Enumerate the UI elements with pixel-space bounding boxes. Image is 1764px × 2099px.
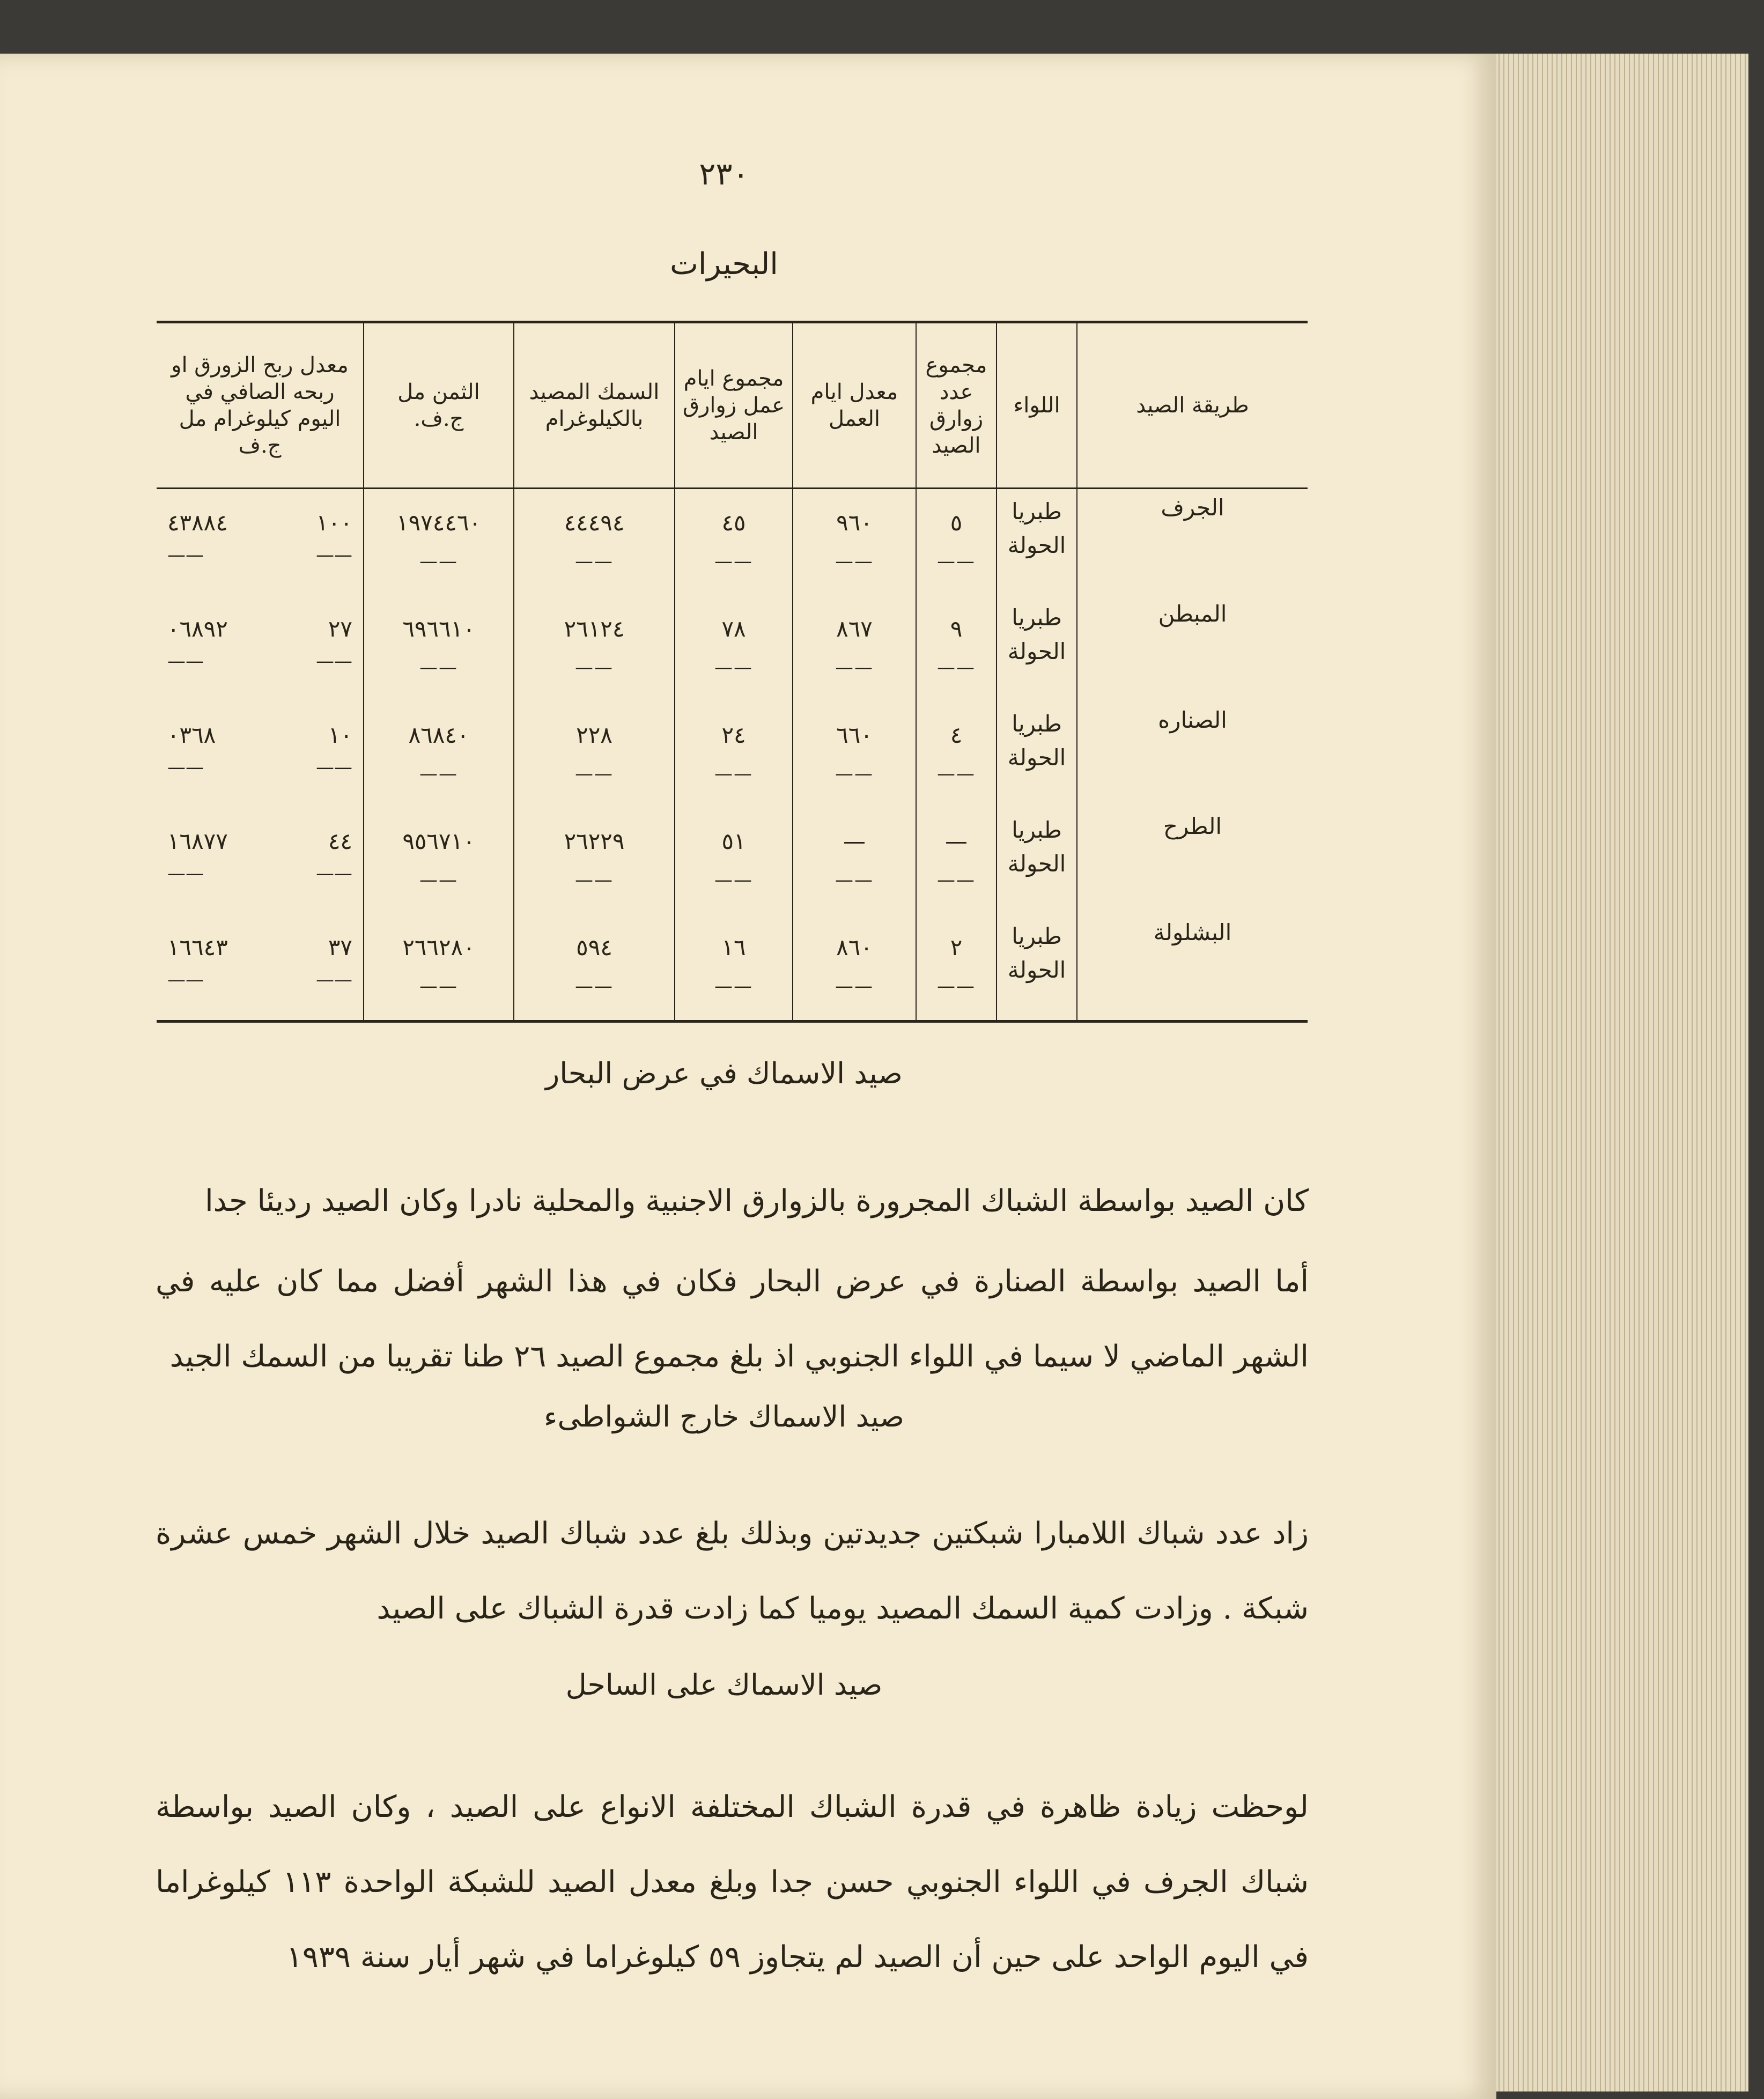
header-profit: معدل ربح الزورق او ربحه الصافي في اليوم كيلوغرام مل ج.ف <box>157 322 364 489</box>
cell-method: المبطن <box>1077 595 1308 701</box>
cell-method: الطرح <box>1077 808 1308 914</box>
page-number: ٢٣٠ <box>699 156 749 192</box>
paragraph: أما الصيد بواسطة الصنارة في عرض البحار فكان في هذا الشهر أفضل مما كان عليه في الشهر الماضي لا سيما في اللواء الجنوبي اذ بلغ مجموع الصيد ٢٦ طنا تقريبا من السمك الجيد <box>156 1264 1309 1374</box>
paragraph: كان الصيد بواسطة الشباك المجرورة بالزوارق الاجنبية والمحلية نادرا وكان الصيد رديئا جدا <box>205 1184 1309 1218</box>
cell-avg-days: — —— <box>793 808 916 914</box>
section-heading-coast: صيد الاسماك على الساحل <box>565 1668 883 1702</box>
cell-fish-kg: ٢٢٨ —— <box>514 701 675 808</box>
table-row <box>157 808 1308 914</box>
header-boats: مجموع عدد زوارق الصيد <box>916 322 997 489</box>
cell-profit: ١٦٦٤٣ ٣٧ —— —— <box>167 934 352 991</box>
cell-boats: ٥ —— <box>916 489 997 596</box>
table-row <box>157 701 1308 808</box>
cell-boats: — —— <box>916 808 997 914</box>
cell-fish-kg: ٥٩٤ —— <box>514 914 675 1022</box>
header-total-days: مجموع ايام عمل زوارق الصيد <box>675 322 793 489</box>
cell-total-days: ٢٤ —— <box>675 701 793 808</box>
cell-province: طبريا الحولة <box>997 595 1077 701</box>
cell-method: الصناره <box>1077 701 1308 808</box>
header-method: طريقة الصيد <box>1077 322 1308 489</box>
header-province: اللواء <box>997 322 1077 489</box>
table-row <box>157 595 1308 701</box>
cell-province: طبريا الحولة <box>997 489 1077 596</box>
cell-price: ٢٦٦٢٨٠ —— <box>364 914 514 1022</box>
cell-boats: ٤ —— <box>916 701 997 808</box>
header-fish-kg: السمك المصيد بالكيلوغرام <box>514 322 675 489</box>
cell-province: طبريا الحولة <box>997 808 1077 914</box>
cell-avg-days: ٦٦٠ —— <box>793 701 916 808</box>
cell-avg-days: ٩٦٠ —— <box>793 489 916 596</box>
table-header-row <box>157 322 1308 489</box>
book-page-edges <box>1480 54 1748 2091</box>
cell-profit: ٠٣٦٨ ١٠ —— —— <box>167 722 352 778</box>
table-row <box>157 914 1308 1022</box>
cell-total-days: ٧٨ —— <box>675 595 793 701</box>
cell-province: طبريا الحولة <box>997 701 1077 808</box>
cell-price: ١٩٧٤٤٦٠ —— <box>364 489 514 596</box>
cell-total-days: ٤٥ —— <box>675 489 793 596</box>
cell-fish-kg: ٢٦١٢٤ —— <box>514 595 675 701</box>
cell-total-days: ٥١ —— <box>675 808 793 914</box>
cell-boats: ٩ —— <box>916 595 997 701</box>
lakes-fishing-table <box>157 321 1308 1023</box>
cell-total-days: ١٦ —— <box>675 914 793 1022</box>
table-row <box>157 489 1308 596</box>
paragraph: لوحظت زيادة ظاهرة في قدرة الشباك المختلفة الانواع على الصيد ، وكان الصيد بواسطة شباك الجرف في اللواء الجنوبي حسن جدا وبلغ معدل الصيد للشبكة الواحدة ١١٣ كيلوغراما في اليوم الواحد على حين أن الصيد لم يتجاوز ٥٩ كيلوغراما في شهر أيار سنة ١٩٣٩ <box>156 1790 1309 1975</box>
cell-fish-kg: ٢٦٢٢٩ —— <box>514 808 675 914</box>
cell-price: ٦٩٦٦١٠ —— <box>364 595 514 701</box>
cell-province: طبريا الحولة <box>997 914 1077 1022</box>
cell-fish-kg: ٤٤٤٩٤ —— <box>514 489 675 596</box>
header-price: الثمن مل ج.ف. <box>364 322 514 489</box>
cell-profit: ١٦٨٧٧ ٤٤ —— —— <box>167 828 352 884</box>
paragraph: زاد عدد شباك اللامبارا شبكتين جديدتين وبذلك بلغ عدد شباك الصيد خلال الشهر خمس عشرة شبكة . وزادت كمية السمك المصيد يوميا كما زادت قدرة الشباك على الصيد <box>156 1516 1309 1626</box>
section-heading-outside-shores: صيد الاسماك خارج الشواطىء <box>544 1400 904 1433</box>
table-title: البحيرات <box>670 247 778 282</box>
cell-avg-days: ٨٦٧ —— <box>793 595 916 701</box>
header-avg-days: معدل ايام العمل <box>793 322 916 489</box>
book-page <box>0 54 1496 2099</box>
cell-method: الجرف <box>1077 489 1308 596</box>
cell-profit: ٠٦٨٩٢ ٢٧ —— —— <box>167 616 352 672</box>
cell-profit: ٤٣٨٨٤ ١٠٠ —— —— <box>167 509 352 566</box>
cell-boats: ٢ —— <box>916 914 997 1022</box>
cell-method: البشلولة <box>1077 914 1308 1022</box>
cell-avg-days: ٨٦٠ —— <box>793 914 916 1022</box>
cell-price: ٨٦٨٤٠ —— <box>364 701 514 808</box>
section-heading-offshore: صيد الاسماك في عرض البحار <box>545 1056 903 1090</box>
cell-price: ٩٥٦٧١٠ —— <box>364 808 514 914</box>
